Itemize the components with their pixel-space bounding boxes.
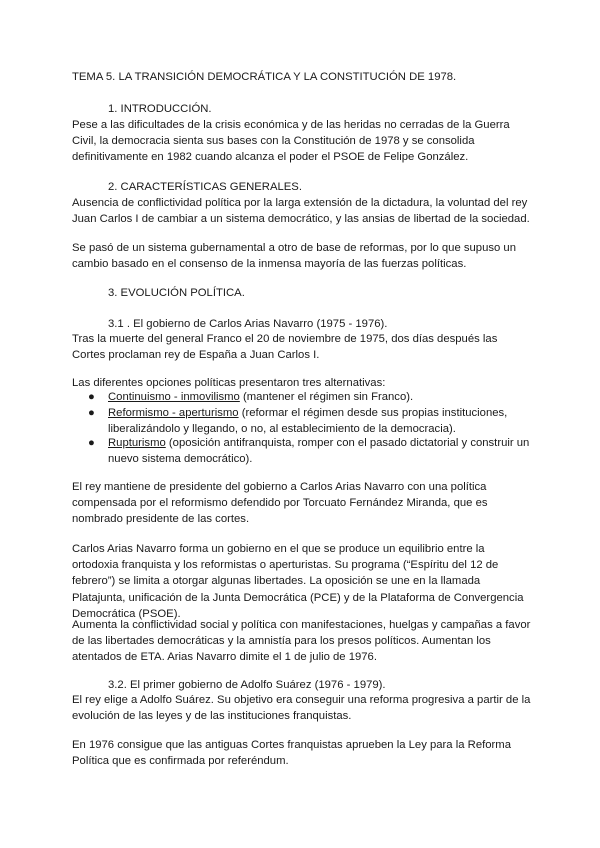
bullet-icon: ● xyxy=(88,437,95,449)
section-3-paragraph-2: Las diferentes opciones políticas presentaron tres alternativas: xyxy=(72,377,386,389)
subsection-3-2-heading: 3.2. El primer gobierno de Adolfo Suárez (1976 - 1979). xyxy=(108,679,386,691)
document-title: TEMA 5. LA TRANSICIÓN DEMOCRÁTICA Y LA CONSTITUCIÓN DE 1978. xyxy=(72,71,457,83)
section-3-paragraph-6: El rey elige a Adolfo Suárez. Su objetivo era conseguir una reforma progresiva a partir de la evolución de las leyes y de las instituciones franquistas. xyxy=(72,694,531,723)
section-3-paragraph-7: En 1976 consigue que las antiguas Cortes franquistas aprueben la Ley para la Reforma Política que es confirmada por referéndum. xyxy=(72,739,511,768)
bullet-text: (reformar el régimen desde sus propias instituciones, liberalizándolo y llegando, o no, al establecimiento de la democracia). xyxy=(108,407,508,436)
section-3-paragraph-4: Carlos Arias Navarro forma un gobierno en el que se produce un equilibrio entre la ortodoxia franquista y los reformistas o aperturistas. Su programa (“Espíritu del 12 de febrero”) se limita a otorgar algunas libertades. La oposición se une en la llamada Platajunta, unificación de la Junta Democrática (PCE) y de la Plataforma de Convergencia Democrática (PSOE). xyxy=(72,543,524,620)
section-1-paragraph: Pese a las dificultades de la crisis económica y de las heridas no cerradas de la Guerra Civil, la democracia sienta sus bases con la Constitución de 1978 y se consolida definitivamente en 1982 cuando alcanza el poder el PSOE de Felipe González. xyxy=(72,119,510,164)
bullet-icon: ● xyxy=(88,391,95,403)
section-1-heading: 1. INTRODUCCIÓN. xyxy=(108,103,212,115)
bullet-term: Reformismo - aperturismo xyxy=(108,407,239,419)
bullet-term: Continuismo - inmovilismo xyxy=(108,391,240,403)
bullet-text: (mantener el régimen sin Franco). xyxy=(239,391,414,403)
section-3-paragraph-1: Tras la muerte del general Franco el 20 de noviembre de 1975, dos días después las Cortes proclaman rey de España a Juan Carlos I. xyxy=(72,333,498,362)
bullet-term: Rupturismo xyxy=(108,437,166,449)
section-2-heading: 2. CARACTERÍSTICAS GENERALES. xyxy=(108,181,302,193)
section-2-paragraph-1: Ausencia de conflictividad política por la larga extensión de la dictadura, la voluntad del rey Juan Carlos I de cambiar a un sistema democrático, y las ansias de libertad de la sociedad. xyxy=(72,197,530,226)
bullet-icon: ● xyxy=(88,407,95,419)
section-3-paragraph-3: El rey mantiene de presidente del gobierno a Carlos Arias Navarro con una política compensada por el reformismo defendido por Torcuato Fernández Miranda, que es nombrado presidente de las cortes. xyxy=(72,481,488,526)
section-3-paragraph-5: Aumenta la conflictividad social y política con manifestaciones, huelgas y campañas a favor de las libertades democráticas y la amnistía para los presos políticos. Aumentan los atentados de ETA. Arias Navarro dimite el 1 de julio de 1976. xyxy=(72,619,531,664)
subsection-3-1-heading: 3.1 . El gobierno de Carlos Arias Navarro (1975 - 1976). xyxy=(108,318,388,330)
section-3-heading: 3. EVOLUCIÓN POLÍTICA. xyxy=(108,287,245,299)
section-2-paragraph-2: Se pasó de un sistema gubernamental a otro de base de reformas, por lo que supuso un cambio basado en el consenso de la inmensa mayoría de las fuerzas políticas. xyxy=(72,242,516,271)
bullet-text: (oposición antifranquista, romper con el pasado dictatorial y construir un nuevo sistema democrático). xyxy=(108,437,530,466)
